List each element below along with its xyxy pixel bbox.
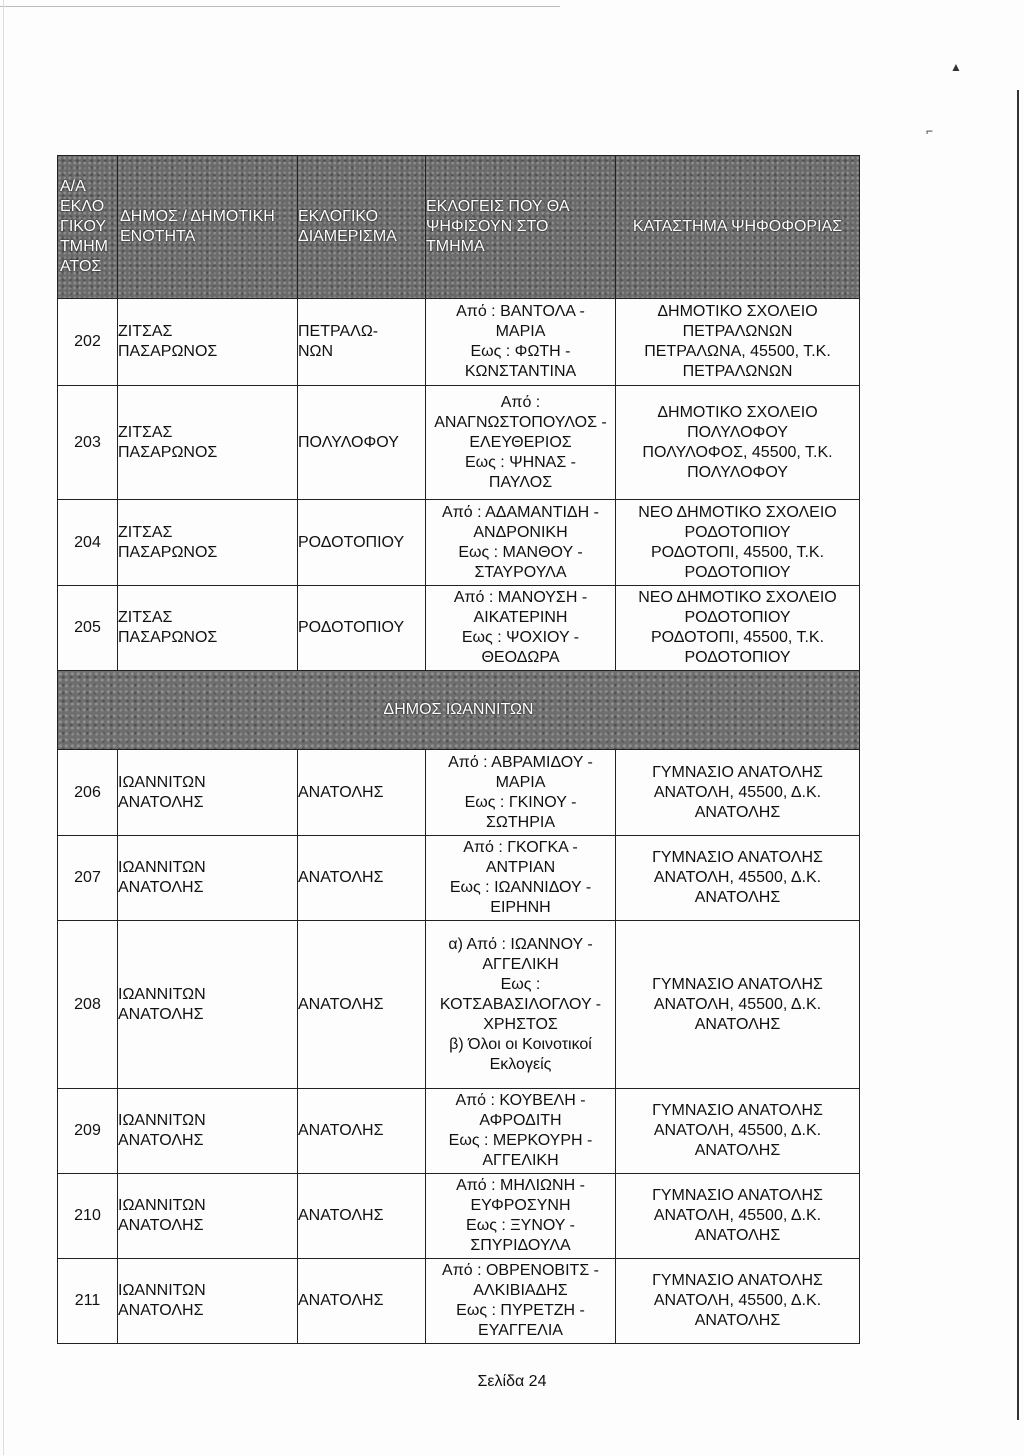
- header-electoral-district: ΕΚΛΟΓΙΚΟ ΔΙΑΜΕΡΙΣΜΑ: [298, 156, 426, 299]
- polling-station-cell-line: ΠΟΛΥΛΟΦΟΥ: [687, 463, 788, 481]
- district-cell-line: ΡΟΔΟΤΟΠΙΟΥ: [298, 533, 405, 551]
- polling-station-cell-line: ΝΕΟ ΔΗΜΟΤΙΚΟ ΣΧΟΛΕΙΟ: [638, 589, 837, 606]
- header-section-number: Α/Α ΕΚΛΟ ΓΙΚΟΥ ΤΜΗΜ ΑΤΟΣ: [58, 156, 118, 299]
- voters-cell-line: α) Από : ΙΩΑΝΝΟΥ -: [448, 935, 593, 953]
- municipality-cell-line: ΑΝΑΤΟΛΗΣ: [118, 1132, 204, 1149]
- polling-station-cell-line: ΑΝΑΤΟΛΗ, 45500, Δ.Κ.: [653, 1122, 822, 1139]
- table-row: [58, 921, 860, 1089]
- district-cell: [298, 386, 426, 500]
- polling-station-cell-line: ΑΝΑΤΟΛΗΣ: [694, 803, 781, 821]
- polling-station-cell-line: ΑΝΑΤΟΛΗΣ: [694, 1142, 781, 1159]
- voters-cell-line: Από : ΑΒΡΑΜΙΔΟΥ -: [448, 753, 593, 771]
- voters-cell-line: ΣΤΑΥΡΟΥΛΑ: [474, 563, 567, 581]
- voters-cell-line: ΜΑΡΙΑ: [495, 323, 546, 340]
- voters-cell-line: Εως : ΞΥΝΟΥ -: [466, 1217, 575, 1234]
- polling-station-cell-line: ΠΟΛΥΛΟΦΟΥ: [687, 423, 788, 441]
- table-row: [58, 299, 860, 386]
- district-cell-line: ΑΝΑΤΟΛΗΣ: [298, 1207, 384, 1224]
- municipality-cell: [118, 586, 298, 671]
- polling-station-cell-line: ΓΥΜΝΑΣΙΟ ΑΝΑΤΟΛΗΣ: [652, 763, 823, 781]
- voters-cell-line: ΚΩΝΣΤΑΝΤΙΝΑ: [464, 363, 577, 380]
- voters-cell-line: Εως : ΜΕΡΚΟΥΡΗ -: [448, 1132, 593, 1149]
- municipality-cell: [118, 1259, 298, 1344]
- page-border-right: [1017, 90, 1019, 1420]
- voters-cell-line: Εως :: [500, 975, 541, 993]
- table-row: [58, 1259, 860, 1344]
- table-body-ioannina: [58, 750, 860, 1344]
- voters-cell-line: ΑΓΓΕΛΙΚΗ: [482, 955, 559, 973]
- municipality-cell-line: ΠΑΣΑΡΩΝΟΣ: [118, 629, 218, 646]
- voters-cell-line: Από : ΑΔΑΜΑΝΤΙΔΗ -: [442, 503, 599, 521]
- voters-cell-line: Από : ΜΑΝΟΥΣΗ -: [453, 589, 588, 606]
- municipality-cell-line: ΙΩΑΝΝΙΤΩΝ: [118, 985, 206, 1003]
- section-divider: [58, 671, 860, 750]
- voters-cell-line: ΕΙΡΗΝΗ: [490, 899, 551, 916]
- polling-station-cell: [616, 500, 860, 586]
- polling-station-cell-line: ΓΥΜΝΑΣΙΟ ΑΝΑΤΟΛΗΣ: [652, 1187, 823, 1204]
- municipality-cell-line: ΙΩΑΝΝΙΤΩΝ: [118, 859, 206, 876]
- polling-station-cell: [616, 750, 860, 836]
- scan-speck: ⌐: [926, 124, 934, 138]
- section-number: 209: [58, 1089, 118, 1174]
- district-cell-line: ΑΝΑΤΟΛΗΣ: [298, 995, 384, 1013]
- voters-cell-line: Εως : ΨΟΧΙΟΥ -: [461, 629, 580, 646]
- polling-station-cell-line: ΠΕΤΡΑΛΩΝΑ, 45500, Τ.Κ.: [644, 343, 831, 360]
- voters-cell-line: ΕΥΑΓΓΕΛΙΑ: [478, 1322, 563, 1339]
- polling-station-cell-line: ΓΥΜΝΑΣΙΟ ΑΝΑΤΟΛΗΣ: [652, 975, 823, 993]
- municipality-cell-line: ΙΩΑΝΝΙΤΩΝ: [118, 773, 206, 791]
- polling-station-cell-line: ΑΝΑΤΟΛΗΣ: [694, 1227, 781, 1244]
- table-row: [58, 500, 860, 586]
- district-cell-line: ΑΝΑΤΟΛΗΣ: [298, 1122, 384, 1139]
- municipality-cell-line: ΑΝΑΤΟΛΗΣ: [118, 1302, 204, 1319]
- municipality-cell-line: ΠΑΣΑΡΩΝΟΣ: [118, 343, 218, 360]
- voters-cell: [426, 586, 616, 671]
- voters-cell-line: Εως : ΦΩΤΗ -: [470, 343, 571, 360]
- polling-station-cell-line: ΑΝΑΤΟΛΗ, 45500, Δ.Κ.: [653, 783, 822, 801]
- table-row: [58, 836, 860, 921]
- section-title: ΔΗΜΟΣ ΙΩΑΝΝΙΤΩΝ: [58, 671, 860, 750]
- voters-cell-line: ΚΟΤΣΑΒΑΣΙΛΟΓΛΟΥ -: [439, 995, 602, 1013]
- municipality-cell-line: ΖΙΤΣΑΣ: [118, 523, 173, 541]
- district-cell: [298, 921, 426, 1089]
- municipality-cell-line: ΙΩΑΝΝΙΤΩΝ: [118, 1197, 206, 1214]
- header-polling-station: ΚΑΤΑΣΤΗΜΑ ΨΗΦΟΦΟΡΙΑΣ: [616, 156, 860, 299]
- voters-cell-line: Από : ΒΑΝΤΟΛΑ -: [456, 303, 585, 320]
- polling-station-cell: [616, 1089, 860, 1174]
- section-number: 210: [58, 1174, 118, 1259]
- scan-edge-line-left: [3, 0, 4, 1455]
- section-number: 203: [58, 386, 118, 500]
- voters-cell-line: ΑΓΓΕΛΙΚΗ: [482, 1152, 559, 1169]
- municipality-cell-line: ΑΝΑΤΟΛΗΣ: [118, 1005, 204, 1023]
- polling-station-cell-line: ΓΥΜΝΑΣΙΟ ΑΝΑΤΟΛΗΣ: [652, 1102, 823, 1119]
- district-cell-line: ΠΟΛΥΛΟΦΟΥ: [298, 433, 399, 451]
- polling-station-cell-line: ΡΟΔΟΤΟΠΙ, 45500, Τ.Κ.: [650, 629, 825, 646]
- municipality-cell-line: ΙΩΑΝΝΙΤΩΝ: [118, 1282, 206, 1299]
- scan-speck: ▲: [950, 60, 962, 74]
- polling-station-cell: [616, 1174, 860, 1259]
- voters-cell-line: ΑΝΔΡΟΝΙΚΗ: [473, 523, 568, 541]
- polling-station-cell-line: ΑΝΑΤΟΛΗΣ: [694, 1015, 781, 1033]
- voters-cell: [426, 1089, 616, 1174]
- voters-cell-line: ΠΑΥΛΟΣ: [488, 473, 553, 491]
- polling-station-cell-line: ΝΕΟ ΔΗΜΟΤΙΚΟ ΣΧΟΛΕΙΟ: [638, 503, 837, 521]
- voters-cell-line: ΑΛΚΙΒΙΑΔΗΣ: [473, 1282, 568, 1299]
- municipality-cell-line: ΖΙΤΣΑΣ: [118, 609, 173, 626]
- municipality-cell-line: ΙΩΑΝΝΙΤΩΝ: [118, 1112, 206, 1129]
- voters-cell-line: Από : ΚΟΥΒΕΛΗ -: [455, 1092, 586, 1109]
- voters-cell-line: ΣΠΥΡΙΔΟΥΛΑ: [470, 1237, 571, 1254]
- municipality-cell: [118, 1174, 298, 1259]
- district-cell: [298, 1259, 426, 1344]
- polling-station-cell-line: ΡΟΔΟΤΟΠΙ, 45500, Τ.Κ.: [650, 543, 825, 561]
- polling-station-cell-line: ΡΟΔΟΤΟΠΙΟΥ: [684, 609, 791, 626]
- scan-edge-line: [0, 6, 560, 7]
- voters-cell-line: Εκλογείς: [489, 1055, 552, 1073]
- polling-station-cell-line: ΠΟΛΥΛΟΦΟΣ, 45500, Τ.Κ.: [642, 443, 833, 461]
- voters-cell: [426, 500, 616, 586]
- district-cell: [298, 1089, 426, 1174]
- table-row: [58, 1174, 860, 1259]
- voters-cell: [426, 921, 616, 1089]
- voters-cell-line: β) Όλοι οι Κοινοτικοί: [449, 1035, 592, 1053]
- header-voters: ΕΚΛΟΓΕΙΣ ΠΟΥ ΘΑ ΨΗΦΙΣΟΥΝ ΣΤΟ ΤΜΗΜΑ: [426, 156, 616, 299]
- voters-cell-line: Εως : ΨΗΝΑΣ -: [464, 453, 577, 471]
- municipality-cell-line: ΖΙΤΣΑΣ: [118, 423, 173, 441]
- polling-station-cell-line: ΑΝΑΤΟΛΗ, 45500, Δ.Κ.: [653, 869, 822, 886]
- table-row: [58, 386, 860, 500]
- voters-cell-line: ΕΛΕΥΘΕΡΙΟΣ: [469, 433, 572, 451]
- polling-station-cell-line: ΓΥΜΝΑΣΙΟ ΑΝΑΤΟΛΗΣ: [652, 849, 823, 866]
- district-cell-line: ΑΝΑΤΟΛΗΣ: [298, 1292, 384, 1309]
- polling-station-cell: [616, 1259, 860, 1344]
- polling-station-cell-line: ΑΝΑΤΟΛΗ, 45500, Δ.Κ.: [653, 995, 822, 1013]
- table-body-zitsa: [58, 299, 860, 671]
- voters-cell-line: ΘΕΟΔΩΡΑ: [481, 649, 560, 666]
- section-number: 206: [58, 750, 118, 836]
- voters-cell: [426, 299, 616, 386]
- polling-station-cell-line: ΓΥΜΝΑΣΙΟ ΑΝΑΤΟΛΗΣ: [652, 1272, 823, 1289]
- voters-cell-line: ΜΑΡΙΑ: [495, 773, 546, 791]
- municipality-cell-line: ΑΝΑΤΟΛΗΣ: [118, 793, 204, 811]
- district-cell-line: ΠΕΤΡΑΛΩ-: [298, 323, 379, 340]
- polling-station-cell-line: ΔΗΜΟΤΙΚΟ ΣΧΟΛΕΙΟ: [657, 303, 818, 320]
- header-municipality: ΔΗΜΟΣ / ΔΗΜΟΤΙΚΗ ΕΝΟΤΗΤΑ: [118, 156, 298, 299]
- page-number: Σελίδα 24: [477, 1373, 547, 1390]
- municipality-cell: [118, 921, 298, 1089]
- voters-cell: [426, 836, 616, 921]
- municipality-cell: [118, 500, 298, 586]
- polling-station-cell-line: ΡΟΔΟΤΟΠΙΟΥ: [684, 649, 791, 666]
- section-number: 202: [58, 299, 118, 386]
- voters-cell-line: Εως : ΜΑΝΘΟΥ -: [458, 543, 583, 561]
- voters-cell: [426, 1174, 616, 1259]
- voters-cell-line: Εως : ΙΩΑΝΝΙΔΟΥ -: [449, 879, 592, 896]
- voters-cell-line: ΕΥΦΡΟΣΥΝΗ: [470, 1197, 571, 1214]
- table-row: [58, 1089, 860, 1174]
- table-header-row: [58, 156, 860, 299]
- polling-stations-table: [57, 155, 860, 1344]
- polling-station-cell-line: ΑΝΑΤΟΛΗ, 45500, Δ.Κ.: [653, 1292, 822, 1309]
- section-number: 205: [58, 586, 118, 671]
- table-row: [58, 750, 860, 836]
- district-cell-line: ΡΟΔΟΤΟΠΙΟΥ: [298, 619, 405, 636]
- polling-station-cell-line: ΠΕΤΡΑΛΩΝΩΝ: [682, 323, 793, 340]
- polling-station-cell-line: ΑΝΑΤΟΛΗΣ: [694, 889, 781, 906]
- voters-cell: [426, 386, 616, 500]
- district-cell: [298, 750, 426, 836]
- voters-cell-line: Από :: [500, 393, 541, 411]
- polling-station-cell: [616, 921, 860, 1089]
- section-number: 208: [58, 921, 118, 1089]
- district-cell: [298, 836, 426, 921]
- voters-cell-line: Από : ΜΗΛΙΩΝΗ -: [456, 1177, 585, 1194]
- voters-cell-line: Από : ΟΒΡΕΝΟΒΙΤΣ -: [442, 1262, 599, 1279]
- voters-cell-line: Εως : ΠΥΡΕΤΖΗ -: [456, 1302, 585, 1319]
- section-number: 207: [58, 836, 118, 921]
- voters-cell-line: ΑΙΚΑΤΕΡΙΝΗ: [473, 609, 568, 626]
- municipality-cell-line: ΑΝΑΤΟΛΗΣ: [118, 1217, 204, 1234]
- voters-cell: [426, 1259, 616, 1344]
- district-cell: [298, 1174, 426, 1259]
- polling-station-cell: [616, 836, 860, 921]
- voters-cell: [426, 750, 616, 836]
- polling-station-cell-line: ΔΗΜΟΤΙΚΟ ΣΧΟΛΕΙΟ: [657, 403, 818, 421]
- polling-station-cell: [616, 299, 860, 386]
- voters-cell-line: ΑΦΡΟΔΙΤΗ: [479, 1112, 562, 1129]
- municipality-cell: [118, 836, 298, 921]
- polling-station-cell-line: ΡΟΔΟΤΟΠΙΟΥ: [684, 523, 791, 541]
- section-number: 204: [58, 500, 118, 586]
- municipality-cell: [118, 750, 298, 836]
- municipality-cell-line: ΠΑΣΑΡΩΝΟΣ: [118, 543, 218, 561]
- polling-station-cell-line: ΠΕΤΡΑΛΩΝΩΝ: [682, 363, 793, 380]
- voters-cell-line: ΑΝΤΡΙΑΝ: [485, 859, 556, 876]
- voters-cell-line: Εως : ΓΚΙΝΟΥ -: [464, 793, 577, 811]
- table-row: [58, 586, 860, 671]
- district-cell: [298, 299, 426, 386]
- polling-station-cell: [616, 386, 860, 500]
- municipality-cell: [118, 1089, 298, 1174]
- voters-cell-line: ΣΩΤΗΡΙΑ: [486, 813, 555, 831]
- voters-cell-line: ΑΝΑΓΝΩΣΤΟΠΟΥΛΟΣ -: [434, 413, 607, 431]
- district-cell-line: ΑΝΑΤΟΛΗΣ: [298, 783, 384, 801]
- district-cell-line: ΝΩΝ: [298, 343, 334, 360]
- municipality-cell: [118, 299, 298, 386]
- municipality-cell: [118, 386, 298, 500]
- district-cell-line: ΑΝΑΤΟΛΗΣ: [298, 869, 384, 886]
- polling-station-cell-line: ΑΝΑΤΟΛΗΣ: [694, 1312, 781, 1329]
- voters-cell-line: Από : ΓΚΟΓΚΑ -: [463, 839, 578, 856]
- municipality-cell-line: ΖΙΤΣΑΣ: [118, 323, 173, 340]
- polling-station-cell-line: ΡΟΔΟΤΟΠΙΟΥ: [684, 563, 791, 581]
- district-cell: [298, 586, 426, 671]
- district-cell: [298, 500, 426, 586]
- section-number: 211: [58, 1259, 118, 1344]
- section-row: [58, 671, 860, 750]
- municipality-cell-line: ΠΑΣΑΡΩΝΟΣ: [118, 443, 218, 461]
- polling-station-cell-line: ΑΝΑΤΟΛΗ, 45500, Δ.Κ.: [653, 1207, 822, 1224]
- polling-station-cell: [616, 586, 860, 671]
- municipality-cell-line: ΑΝΑΤΟΛΗΣ: [118, 879, 204, 896]
- voters-cell-line: ΧΡΗΣΤΟΣ: [483, 1015, 558, 1033]
